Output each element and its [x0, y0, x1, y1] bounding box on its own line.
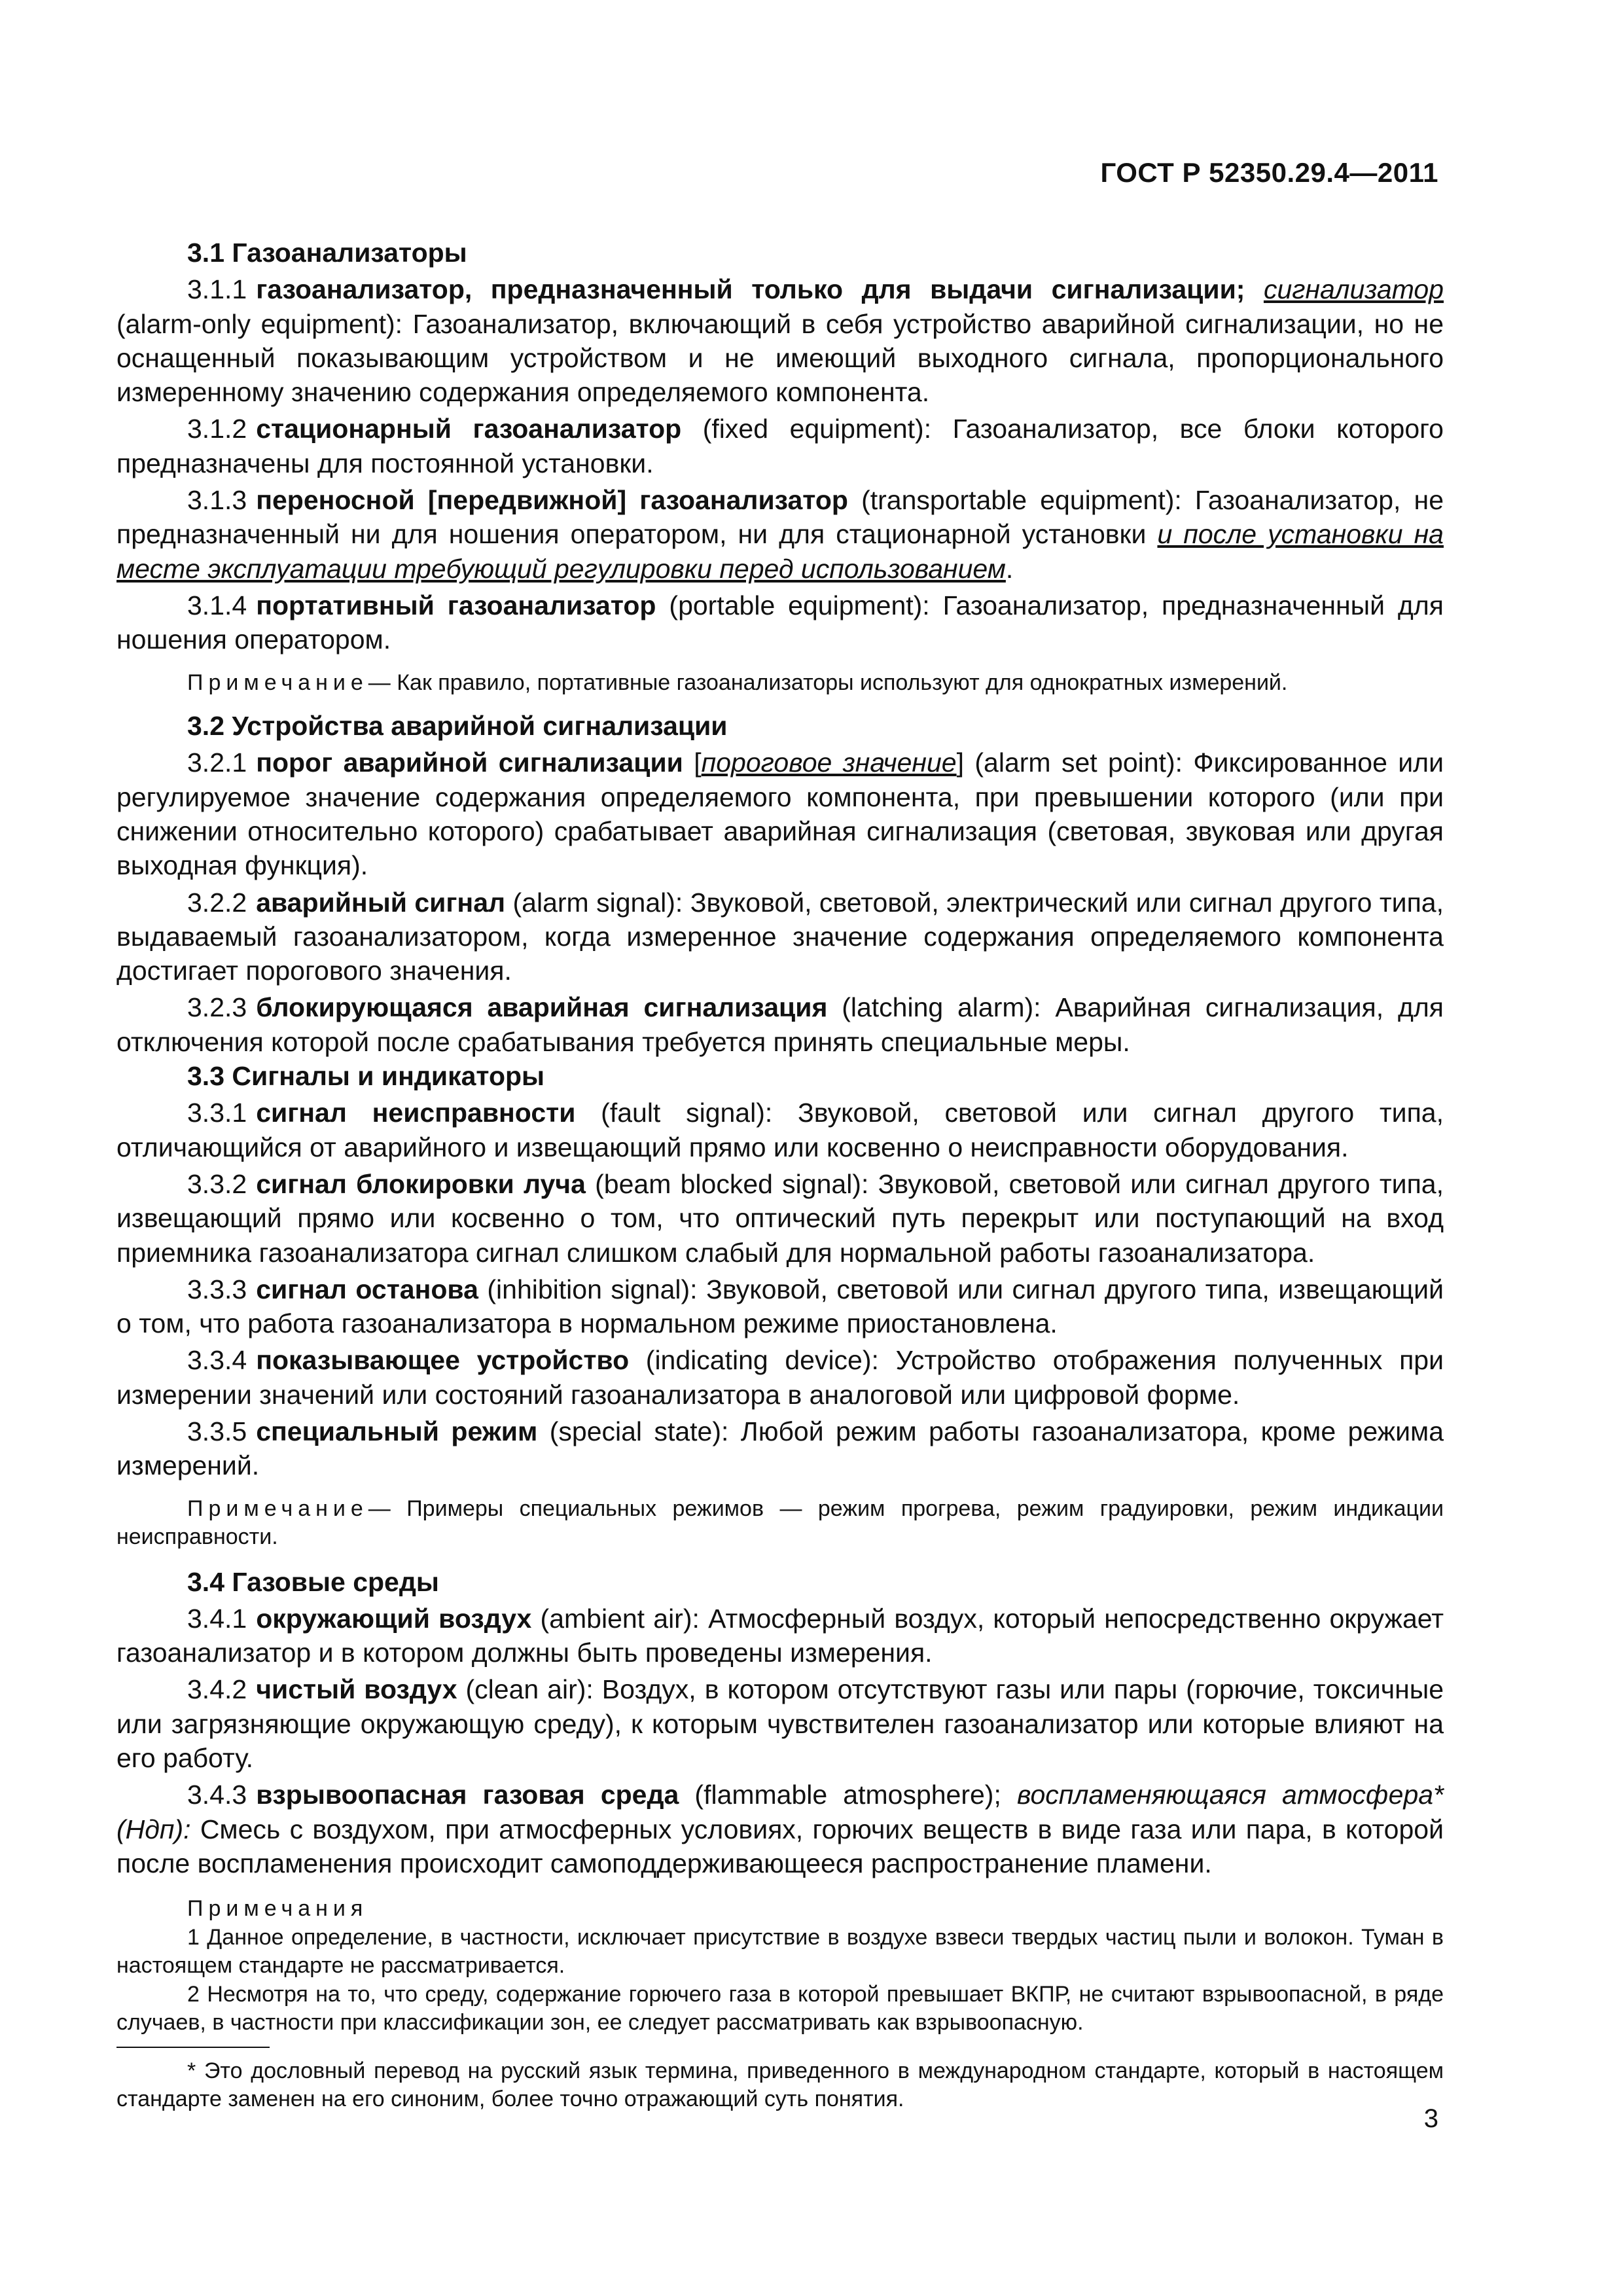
note-label: Примечание	[187, 1496, 368, 1521]
term-name: сигнал останова	[256, 1274, 478, 1304]
notes-label	[116, 1895, 1444, 1924]
term-number: 3.1.3	[187, 485, 247, 516]
term-number: 3.3.5	[187, 1416, 247, 1446]
term-number: 3.4.2	[187, 1674, 247, 1705]
document-code: ГОСТ Р 52350.29.4—2011	[1100, 157, 1438, 188]
term-definition: (special state): Любой режим работы газоанализатора, кроме режима измерений.	[116, 1416, 1444, 1481]
section-heading-3-4: 3.4 Газовые среды	[187, 1566, 439, 1597]
term-definition: (beam blocked signal): Звуковой, световой или сигнал другого типа, извещающий прямо или косвенно о том, что оптический путь перекрыт или поступающий на вход приемника газоанализатора сигнал слишком слабый для нормальной работы газоанализатора.	[116, 1168, 1444, 1268]
note-label: Примечание	[187, 670, 368, 695]
term-english: (flammable atmosphere);	[694, 1780, 1001, 1810]
term-number: 3.1.1	[187, 274, 247, 305]
section-heading-3-1: 3.1 Газоанализаторы	[187, 238, 467, 268]
term-number: 3.2.1	[187, 747, 247, 778]
term-name: сигнал неисправности	[256, 1098, 576, 1128]
term-name: окружающий воздух	[256, 1603, 532, 1634]
term-3-1-4	[116, 588, 1444, 657]
term-name: специальный режим	[256, 1416, 538, 1446]
term-3-3-5	[116, 1414, 1444, 1483]
note-3-4-1: 1 Данное определение, в частности, исключает присутствие в воздухе взвеси твердых частиц пыли и волокон. Туман в настоящем стандарте не рассматривается.	[116, 1924, 1444, 1979]
footnote-divider	[116, 2047, 270, 2048]
term-definition: (fixed equipment): Газоанализатор, все блоки которого предназначены для постоянной установки.	[116, 414, 1444, 478]
term-number: 3.1.2	[187, 414, 247, 444]
term-3-3-4	[116, 1343, 1444, 1412]
note-3-3	[116, 1495, 1444, 1552]
term-3-3-2	[116, 1167, 1444, 1270]
term-number: 3.4.1	[187, 1603, 247, 1634]
term-definition: (fault signal): Звуковой, световой или сигнал другого типа, отличающийся от аварийного и извещающий прямо или косвенно о неисправности оборудования.	[116, 1098, 1444, 1162]
term-number: 3.4.3	[187, 1780, 247, 1810]
term-name: взрывоопасная газовая среда	[256, 1780, 679, 1810]
section-heading-3-2: 3.2 Устройства аварийной сигнализации	[187, 711, 728, 742]
term-3-1-2	[116, 412, 1444, 480]
term-definition-end: .	[1005, 553, 1014, 584]
term-name: порог аварийной сигнализации	[256, 747, 683, 778]
term-3-2-3	[116, 990, 1444, 1059]
term-3-3-3	[116, 1272, 1444, 1341]
footnote: * Это дословный перевод на русский язык термина, приведенного в международном стандарте, который в настоящем стандарте заменен на его синоним, более точно отражающий суть понятия.	[116, 2058, 1444, 2112]
note-3-1	[116, 669, 1444, 698]
term-synonym: воспламеняющаяся атмосфера* (Ндп):	[116, 1780, 1444, 1844]
note-text: — Как правило, портативные газоанализаторы используют для однократных измерений.	[368, 670, 1288, 695]
term-definition: (portable equipment): Газоанализатор, предназначенный для ношения оператором.	[116, 590, 1444, 655]
term-3-2-2	[116, 886, 1444, 988]
term-definition: (clean air): Воздух, в котором отсутствуют газы или пары (горючие, токсичные или загрязняющие окружающую среду), к которым чувствителен газоанализатор или которые влияют на его работу.	[116, 1674, 1444, 1774]
section-heading-3-3: 3.3 Сигналы и индикаторы	[187, 1061, 545, 1092]
term-name: сигнал блокировки луча	[256, 1168, 586, 1199]
term-number: 3.2.2	[187, 887, 247, 918]
term-name: показывающее устройство	[256, 1345, 630, 1376]
term-synonym: пороговое значение	[701, 747, 957, 778]
document-body	[116, 236, 1444, 2114]
term-number: 3.1.4	[187, 590, 247, 620]
term-number: 3.3.3	[187, 1274, 247, 1304]
term-3-1-3	[116, 483, 1444, 586]
term-name: стационарный газоанализатор	[256, 414, 682, 444]
term-name: портативный газоанализатор	[256, 590, 656, 620]
term-definition: (transportable equipment): Газоанализатор, не предназначенный ни для ношения оператором, ни для стационарной установки	[116, 485, 1444, 550]
term-3-3-1	[116, 1096, 1444, 1164]
term-definition: (indicating device): Устройство отображения полученных при измерении значений или состояний газоанализатора в аналоговой или цифровой форме.	[116, 1345, 1444, 1410]
term-definition: (latching alarm): Аварийная сигнализация, для отключения которой после срабатывания требуется принять специальные меры.	[116, 992, 1444, 1057]
term-number: 3.3.1	[187, 1098, 247, 1128]
term-number: 3.3.2	[187, 1168, 247, 1199]
note-text: — Примеры специальных режимов — режим прогрева, режим градуировки, режим индикации неисправности.	[116, 1496, 1444, 1550]
term-name: чистый воздух	[256, 1674, 457, 1705]
term-definition: (alarm signal): Звуковой, световой, электрический или сигнал другого типа, выдаваемый газоанализатором, когда измеренное значение содержания определяемого компонента достигает порогового значения.	[116, 887, 1444, 986]
note-3-4-2: 2 Несмотря на то, что среду, содержание горючего газа в которой превышает ВКПР, не считают взрывоопасной, в ряде случаев, в частности при классификации зон, ее следует рассматривать как взрывоопасную.	[116, 1981, 1444, 2036]
term-3-1-1	[116, 272, 1444, 409]
notes-label-text: Примечания	[187, 1896, 368, 1922]
term-3-4-3	[116, 1778, 1444, 1880]
term-name: газоанализатор, предназначенный только для выдачи сигнализации;	[256, 274, 1245, 305]
term-number: 3.3.4	[187, 1345, 247, 1376]
term-synonym: сигнализатор	[1263, 274, 1444, 305]
term-3-4-1	[116, 1602, 1444, 1670]
term-definition: (ambient air): Атмосферный воздух, который непосредственно окружает газоанализатор и в котором должны быть проведены измерения.	[116, 1603, 1444, 1668]
term-name: переносной [передвижной] газоанализатор	[256, 485, 848, 516]
term-name: блокирующаяся аварийная сигнализация	[256, 992, 828, 1023]
term-definition: Смесь с воздухом, при атмосферных условиях, горючих веществ в виде газа или пара, в которой после воспламенения происходит самоподдерживающееся распространение пламени.	[116, 1814, 1444, 1878]
page-number: 3	[1423, 2104, 1438, 2133]
term-definition: (inhibition signal): Звуковой, световой или сигнал другого типа, извещающий о том, что работа газоанализатора в нормальном режиме приостановлена.	[116, 1274, 1444, 1339]
term-3-2-1	[116, 745, 1444, 882]
term-name: аварийный сигнал	[256, 887, 506, 918]
bracket-close: ]	[956, 747, 964, 778]
term-number: 3.2.3	[187, 992, 247, 1023]
bracket-open: [	[694, 747, 702, 778]
term-3-4-2	[116, 1672, 1444, 1775]
term-definition: (alarm-only equipment): Газоанализатор, включающий в себя устройство аварийной сигнализации, но не оснащенный показывающим устройством и не имеющий выходного сигнала, пропорционального измеренному значению содержания определяемого компонента.	[116, 308, 1444, 408]
term-amendment: и после установки на месте эксплуатации требующий регулировки перед использованием	[116, 519, 1444, 584]
term-definition: (alarm set point): Фиксированное или регулируемое значение содержания определяемого компонента, при превышении которого (или при снижении относительно которого) срабатывает аварийная сигнализация (световая, звуковая или другая выходная функция).	[116, 747, 1444, 881]
